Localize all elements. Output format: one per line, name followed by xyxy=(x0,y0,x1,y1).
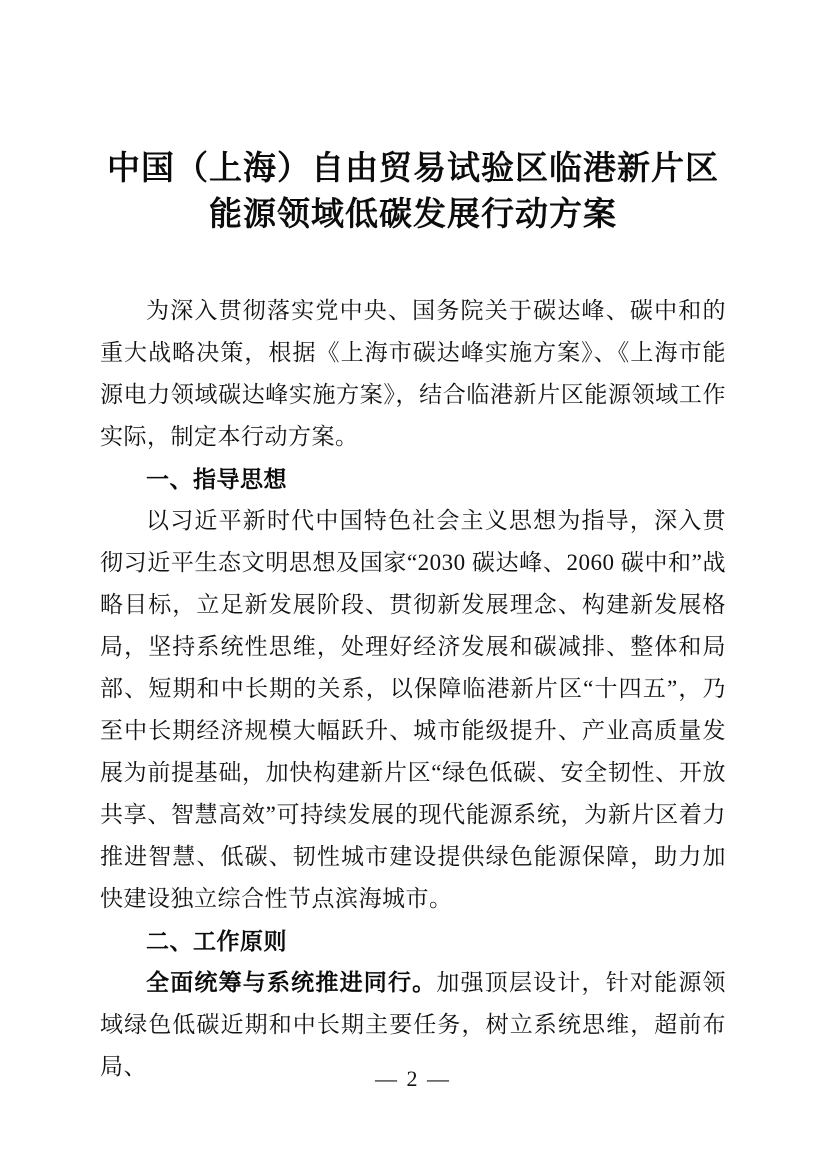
paragraph-intro: 为深入贯彻落实党中央、国务院关于碳达峰、碳中和的重大战略决策，根据《上海市碳达峰实施方案》、《上海市能源电力领域碳达峰实施方案》，结合临港新片区能源领域工作实际，制定本行动方案。 xyxy=(100,298,726,449)
document-title-line-1: 中国（上海）自由贸易试验区临港新片区 xyxy=(107,151,719,187)
section-heading-2: 二、工作原则 xyxy=(146,928,287,954)
paragraph-section-2-text: 加强顶层设计，针对能源领域绿色低碳近期和中长期主要任务，树立系统思维，超前布局、 xyxy=(100,970,727,1079)
document-body xyxy=(100,290,726,1088)
page-number: — 2 — xyxy=(375,1066,451,1091)
paragraph-section-2-lead: 全面统筹与系统推进同行。 xyxy=(146,970,437,995)
section-heading-1: 一、指导思想 xyxy=(146,466,287,492)
document-title-line-2: 能源领域低碳发展行动方案 xyxy=(209,197,617,233)
paragraph-section-1: 以习近平新时代中国特色社会主义思想为指导，深入贯彻习近平生态文明思想及国家“2030 碳达峰、2060 碳中和”战略目标，立足新发展阶段、贯彻新发展理念、构建新发展格局，坚持系统性思维，处理好经济发展和碳减排、整体和局部、短期和中长期的关系，以保障临港新片区“十四五”，乃至中长期经济规模大幅跃升、城市能级提升、产业高质量发展为前提基础，加快构建新片区“绿色低碳、安全韧性、开放共享、智慧高效”可持续发展的现代能源系统，为新片区着力推进智慧、低碳、韧性城市建设提供绿色能源保障，助力加快建设独立综合性节点滨海城市。 xyxy=(100,508,726,911)
document-title xyxy=(100,146,726,238)
